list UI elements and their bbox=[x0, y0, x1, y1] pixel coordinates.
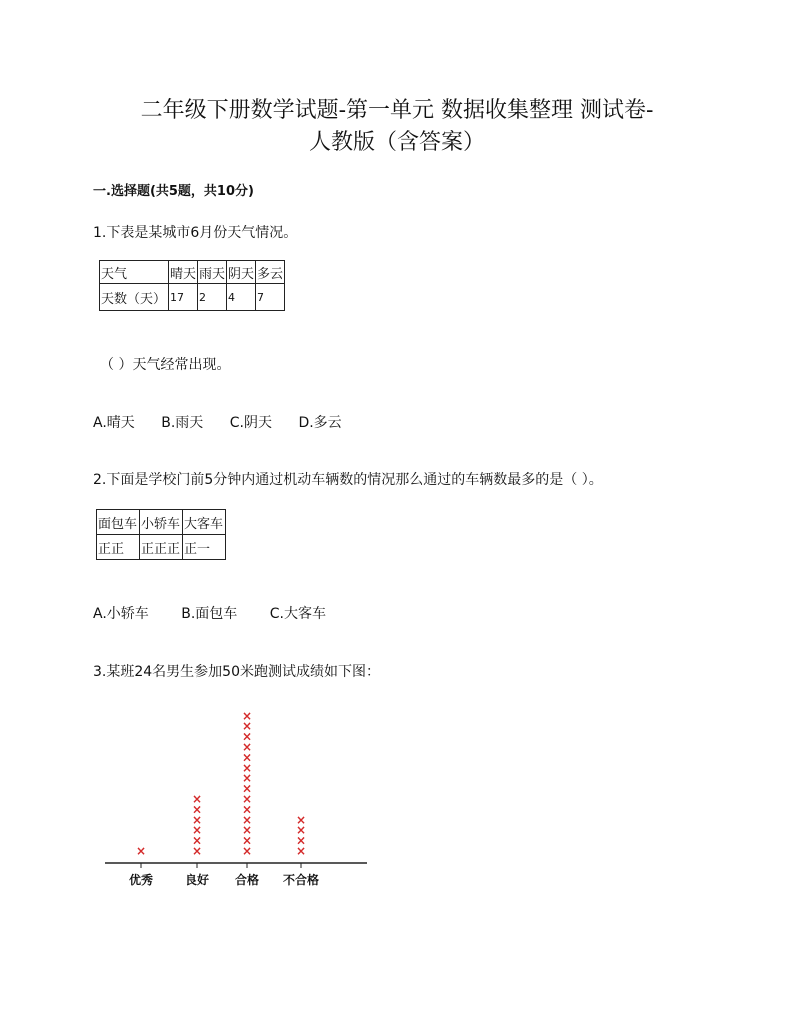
table-cell: 正正正 bbox=[140, 535, 183, 560]
option-c[interactable]: C.大客车 bbox=[269, 606, 326, 622]
x-mark: × bbox=[241, 812, 253, 827]
chart-categories bbox=[129, 863, 319, 887]
x-mark: × bbox=[191, 792, 203, 806]
x-mark: × bbox=[295, 833, 307, 848]
x-mark: × bbox=[295, 844, 307, 858]
option-a[interactable]: A.小轿车 bbox=[93, 606, 149, 622]
page-title-line1: 二年级下册数学试题-第一单元 数据收集整理 测试卷- bbox=[140, 98, 654, 123]
option-d[interactable]: D.多云 bbox=[298, 415, 342, 431]
table-cell: 面包车 bbox=[97, 510, 140, 535]
page-title-line2: 人教版（含答案） bbox=[308, 130, 485, 155]
x-mark: × bbox=[241, 719, 253, 734]
x-mark: × bbox=[191, 833, 203, 848]
x-mark: × bbox=[241, 792, 253, 806]
option-c[interactable]: C.阴天 bbox=[229, 415, 272, 431]
x-mark: × bbox=[191, 844, 203, 858]
x-mark: × bbox=[241, 823, 253, 838]
x-mark: × bbox=[241, 844, 253, 858]
category-label: 优秀 bbox=[128, 873, 154, 887]
table-cell: 17 bbox=[169, 284, 198, 311]
category-label: 合格 bbox=[234, 873, 260, 887]
table-cell: 正正 bbox=[97, 535, 140, 560]
section-heading: 一.选择题(共5题，共10分) bbox=[93, 184, 254, 199]
question-2-text: 2.下面是学校门前5分钟内通过机动车辆数的情况那么通过的车辆数最多的是（ ）。 bbox=[93, 472, 603, 488]
table-cell: 多云 bbox=[256, 261, 285, 284]
x-mark: × bbox=[241, 833, 253, 848]
question-3-text: 3.某班24名男生参加50米跑测试成绩如下图： bbox=[93, 664, 380, 680]
option-b[interactable]: B.面包车 bbox=[181, 606, 238, 622]
table-cell: 天数（天） bbox=[100, 284, 169, 311]
x-mark: × bbox=[191, 823, 203, 838]
option-a[interactable]: A.晴天 bbox=[93, 415, 135, 431]
table-cell: 2 bbox=[198, 284, 227, 311]
chart-marks bbox=[136, 709, 306, 858]
category-label: 良好 bbox=[184, 873, 210, 887]
table-cell: 晴天 bbox=[169, 261, 198, 284]
table-cell: 小轿车 bbox=[140, 510, 183, 535]
table-cell: 正一 bbox=[183, 535, 226, 560]
x-mark: × bbox=[241, 740, 253, 754]
x-mark: × bbox=[241, 771, 253, 786]
x-mark: × bbox=[191, 812, 203, 827]
table-cell: 大客车 bbox=[183, 510, 226, 535]
table-cell: 天气 bbox=[100, 261, 169, 284]
x-mark: × bbox=[295, 823, 307, 838]
x-mark: × bbox=[241, 802, 253, 817]
x-mark: × bbox=[241, 708, 253, 723]
question-1-stem: （ ）天气经常出现。 bbox=[100, 357, 231, 373]
x-mark: × bbox=[135, 844, 147, 858]
x-mark: × bbox=[241, 750, 253, 765]
x-mark: × bbox=[241, 760, 253, 775]
x-mark: × bbox=[241, 781, 253, 796]
table-cell: 雨天 bbox=[198, 261, 227, 284]
x-mark: × bbox=[295, 812, 307, 827]
x-mark: × bbox=[191, 802, 203, 817]
x-mark: × bbox=[241, 729, 253, 744]
category-label: 不合格 bbox=[282, 873, 320, 887]
table-cell: 阴天 bbox=[227, 261, 256, 284]
table-cell: 4 bbox=[227, 284, 256, 311]
option-b[interactable]: B.雨天 bbox=[161, 415, 204, 431]
table-cell: 7 bbox=[256, 284, 285, 311]
question-1-text: 1.下表是某城市6月份天气情况。 bbox=[93, 225, 298, 241]
